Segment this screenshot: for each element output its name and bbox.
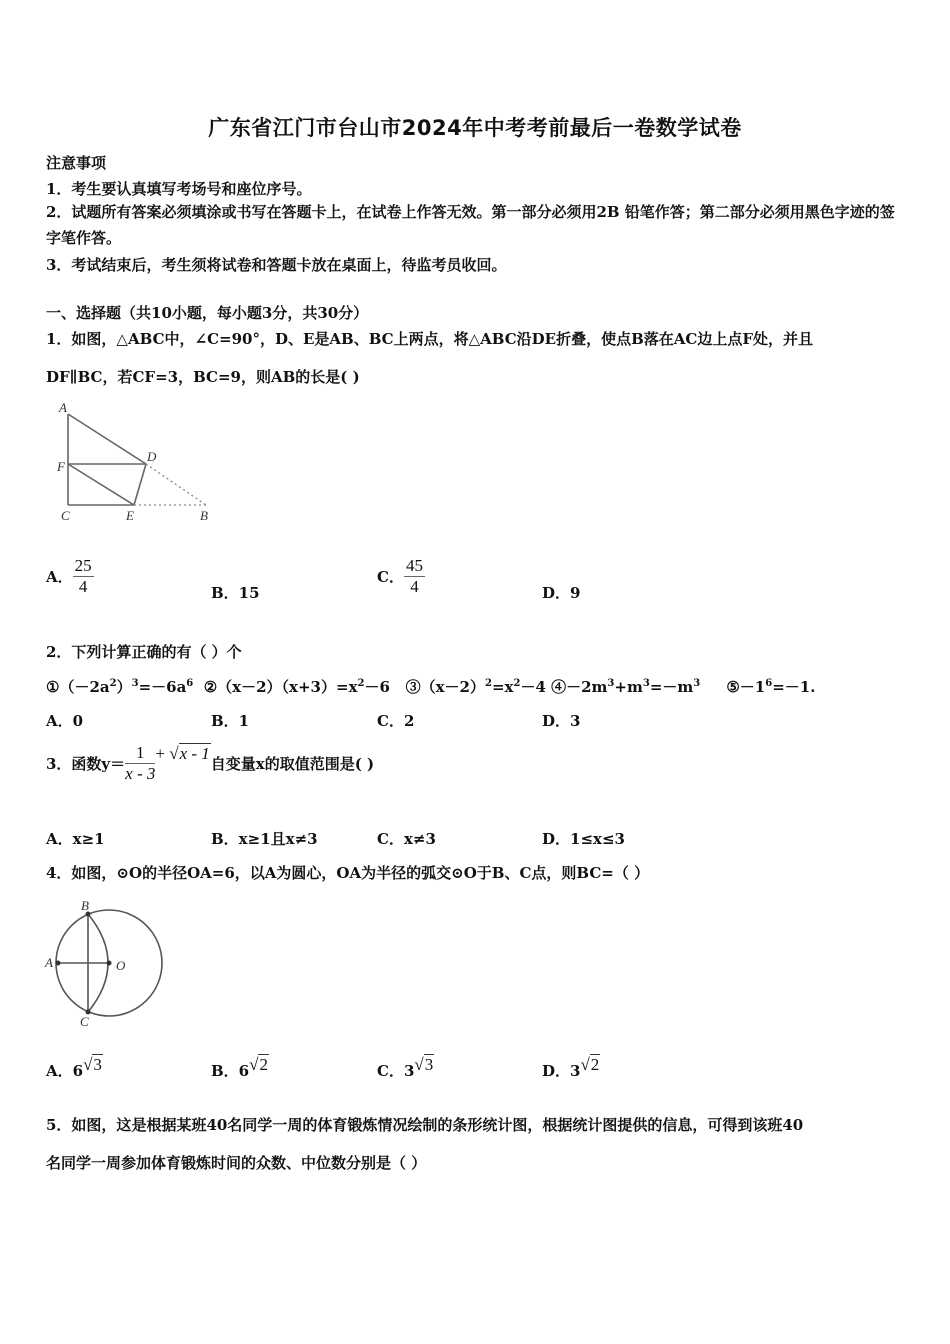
fig1-label-f: F xyxy=(57,459,65,474)
q2-i1e: =－6a xyxy=(138,678,187,696)
q2-option-b[interactable]: B．1 xyxy=(211,712,250,730)
q1-option-a-den: 4 xyxy=(78,577,88,596)
q3-fraction xyxy=(125,743,155,784)
q2-i5c: =－1. xyxy=(772,678,816,696)
q4-option-c[interactable] xyxy=(377,1055,434,1081)
fig1-label-a: A xyxy=(59,400,67,415)
q1-option-c[interactable] xyxy=(377,556,425,597)
q2-i3a: ③（x－2） xyxy=(405,678,485,696)
q2-i4e: =－m xyxy=(649,678,694,696)
q1-option-d[interactable]: D．9 xyxy=(542,584,581,602)
q1-option-c-fraction xyxy=(404,556,425,597)
q3-text xyxy=(46,743,374,784)
q3-option-c[interactable]: C．x≠3 xyxy=(377,830,436,848)
q4-option-d-rad: 2 xyxy=(590,1055,600,1074)
q4-option-b-rad: 2 xyxy=(259,1055,268,1074)
q2-i1d: 3 xyxy=(131,678,139,689)
q5-text-line1: 5．如图，这是根据某班40名同学一周的体育锻炼情况绘制的条形统计图，根据统计图提供的信息，可得到该班40 xyxy=(46,1116,804,1134)
q1-text-line2: DF∥BC，若CF=3，BC=9，则AB的长是( ) xyxy=(46,368,360,386)
q1-option-a-label: A． xyxy=(46,568,73,586)
q3-option-d[interactable]: D．1≤x≤3 xyxy=(542,830,625,848)
notice-item-3: 3．考试结束后，考生须将试卷和答题卡放在桌面上，待监考员收回。 xyxy=(46,256,507,274)
fig1-label-b: B xyxy=(200,508,208,523)
q3-sqrt: + √x - 1 xyxy=(155,743,210,763)
q3-option-b[interactable]: B．x≥1且x≠3 xyxy=(211,830,318,848)
q3-option-a[interactable]: A．x≥1 xyxy=(46,830,105,848)
page-title: 广东省江门市台山市2024年中考考前最后一卷数学试卷 xyxy=(208,116,742,140)
q1-option-a-num: 25 xyxy=(74,556,92,575)
q2-option-c[interactable]: C．2 xyxy=(377,712,415,730)
q2-i1b: 2 xyxy=(109,678,117,689)
q2-i4b: 3 xyxy=(607,678,615,689)
q3-rad: x - 1 xyxy=(179,743,210,763)
notice-item-2: 2．试题所有答案必须填涂或书写在答题卡上，在试卷上作答无效。第一部分必须用2B 铅笔作答；第二部分必须用黑色字迹的签字笔作答。 xyxy=(46,203,895,247)
q4-option-a-sqrt: √3 xyxy=(83,1055,102,1074)
q2-item-4 xyxy=(551,678,700,696)
q2-i3b: 2 xyxy=(484,678,492,689)
fig1-label-d: D xyxy=(147,449,157,464)
q1-option-b[interactable]: B．15 xyxy=(211,584,260,602)
q2-item-1 xyxy=(46,678,193,696)
q2-text: 2．下列计算正确的有（ ）个 xyxy=(46,643,242,661)
fig4-label-c: C xyxy=(80,1014,89,1028)
q2-item-2 xyxy=(204,678,390,696)
q5-text-line2: 名同学一周参加体育锻炼时间的众数、中位数分别是（ ） xyxy=(46,1154,427,1172)
q2-i5b: 6 xyxy=(765,678,773,689)
q1-option-c-num: 45 xyxy=(405,556,423,575)
notice-heading: 注意事项 xyxy=(46,154,107,172)
q4-option-a[interactable] xyxy=(46,1055,103,1081)
q4-option-a-label: A．6 xyxy=(46,1062,84,1080)
q4-option-b-label: B．6 xyxy=(211,1062,250,1080)
q2-option-a[interactable]: A．0 xyxy=(46,712,84,730)
fig4-label-o: O xyxy=(116,958,126,973)
q2-i4a: ④－2m xyxy=(551,678,608,696)
q2-i5a: ⑤－1 xyxy=(726,678,766,696)
q2-i3d: 2 xyxy=(513,678,521,689)
q2-i1f: 6 xyxy=(186,678,194,689)
q4-option-c-rad: 3 xyxy=(424,1055,434,1074)
q2-item-3 xyxy=(406,678,546,696)
q4-option-d-sqrt: √2 xyxy=(580,1055,600,1074)
q1-text-line1: 1．如图，△ABC中，∠C=90°，D、E是AB、BC上两点，将△ABC沿DE折叠，使点B落在AC边上点F处，并且 xyxy=(46,330,814,348)
q4-option-b[interactable] xyxy=(211,1055,269,1081)
q1-figure xyxy=(54,400,224,528)
q4-option-d-label: D．3 xyxy=(542,1062,581,1080)
q2-i4d: 3 xyxy=(642,678,650,689)
q1-option-a[interactable] xyxy=(46,556,94,597)
q2-i1a: ①（－2a xyxy=(46,678,110,696)
section-heading: 一、选择题（共10小题，每小题3分，共30分） xyxy=(46,304,369,322)
q3-plus: + xyxy=(155,743,165,763)
q1-option-a-fraction xyxy=(73,556,94,597)
q2-i3e: －4 xyxy=(520,678,546,696)
q4-option-c-label: C．3 xyxy=(377,1062,415,1080)
q4-option-b-sqrt: √2 xyxy=(249,1055,268,1074)
q2-option-d[interactable]: D．3 xyxy=(542,712,581,730)
fig4-label-b: B xyxy=(81,898,89,913)
q2-i2b: 2 xyxy=(357,678,365,689)
q2-item-5 xyxy=(726,678,815,696)
q2-i1c: ） xyxy=(116,678,132,696)
q1-option-c-label: C． xyxy=(377,568,404,586)
q2-i4c: +m xyxy=(614,678,643,696)
q4-option-a-rad: 3 xyxy=(93,1055,102,1074)
q2-i4f: 3 xyxy=(693,678,701,689)
q2-items xyxy=(46,676,815,697)
q2-i2c: －6 xyxy=(364,678,390,696)
fig1-label-e: E xyxy=(126,508,134,523)
q2-i3c: =x xyxy=(491,678,514,696)
q1-option-c-den: 4 xyxy=(410,577,419,596)
q4-option-c-sqrt: √3 xyxy=(414,1055,434,1074)
q3-num: 1 xyxy=(125,743,155,764)
q4-option-d[interactable] xyxy=(542,1055,600,1081)
q4-text: 4．如图，⊙O的半径OA=6，以A为圆心，OA为半径的弧交⊙O于B、C点，则BC=（ ） xyxy=(46,864,650,882)
q3-prefix: 3．函数y＝ xyxy=(46,755,126,773)
q3-suffix: 自变量x的取值范围是( ) xyxy=(210,755,375,773)
q4-figure xyxy=(44,898,168,1028)
q2-i2a: ②（x－2）（x+3）=x xyxy=(203,678,358,696)
notice-item-1: 1．考生要认真填写考场号和座位序号。 xyxy=(46,180,312,198)
q3-den: x - 3 xyxy=(125,764,156,783)
fig4-label-a: A xyxy=(45,955,53,970)
fig1-label-c: C xyxy=(61,508,70,523)
